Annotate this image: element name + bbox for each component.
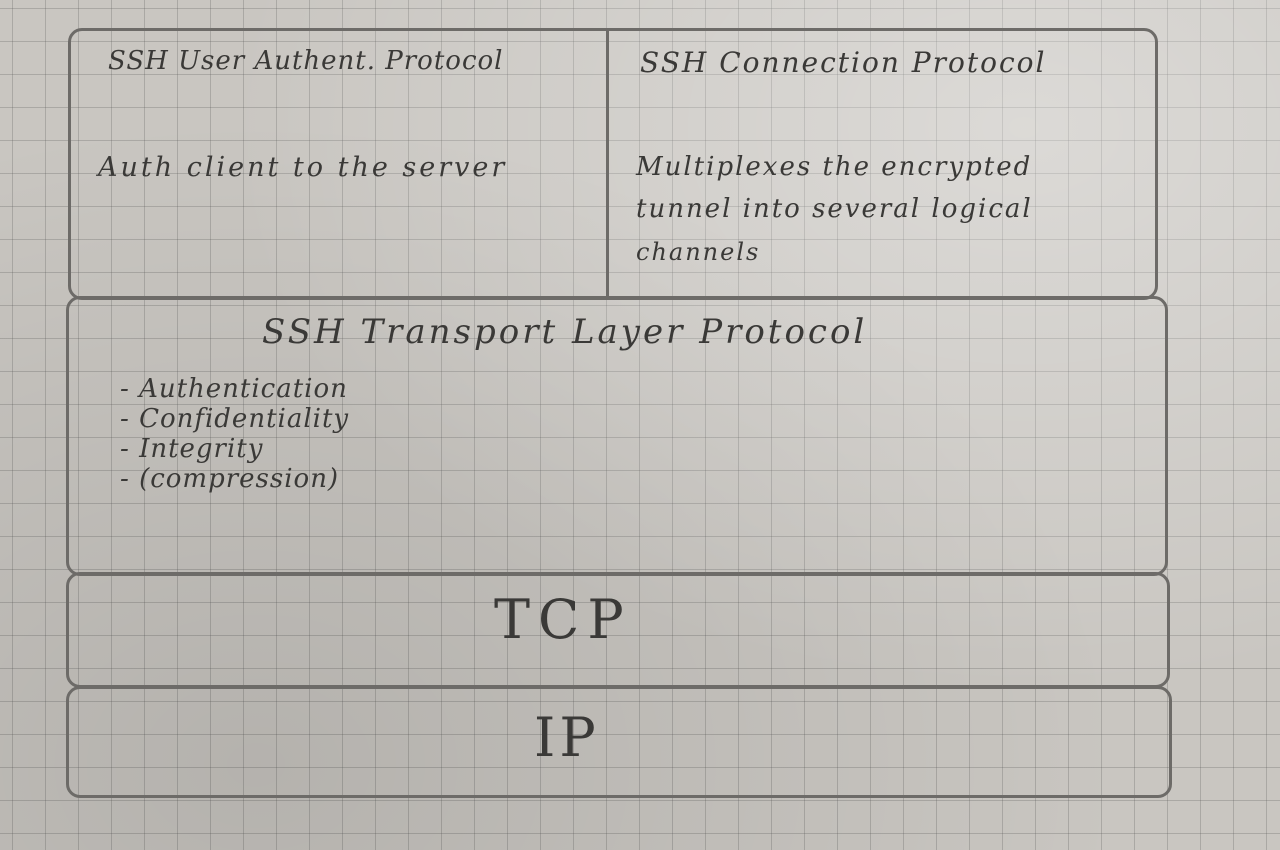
- application-layer-divider: [606, 30, 609, 298]
- connection-protocol-description-line-2: tunnel into several logical: [636, 194, 1033, 224]
- transport-layer-title: SSH Transport Layer Protocol: [262, 312, 868, 352]
- user-auth-protocol-title: SSH User Authent. Protocol: [108, 46, 504, 76]
- transport-feature-list: [120, 374, 349, 494]
- feature-compression: - (compression): [120, 464, 349, 494]
- ip-layer-box: [66, 686, 1172, 798]
- connection-protocol-title: SSH Connection Protocol: [640, 46, 1047, 79]
- connection-protocol-description-line-3: channels: [636, 238, 761, 266]
- feature-authentication: - Authentication: [120, 374, 349, 404]
- tcp-label: TCP: [494, 588, 632, 651]
- feature-confidentiality: - Confidentiality: [120, 404, 349, 434]
- ip-label: IP: [534, 706, 600, 769]
- user-auth-protocol-description: Auth client to the server: [98, 152, 508, 183]
- connection-protocol-description-line-1: Multiplexes the encrypted: [636, 152, 1033, 182]
- feature-integrity: - Integrity: [120, 434, 349, 464]
